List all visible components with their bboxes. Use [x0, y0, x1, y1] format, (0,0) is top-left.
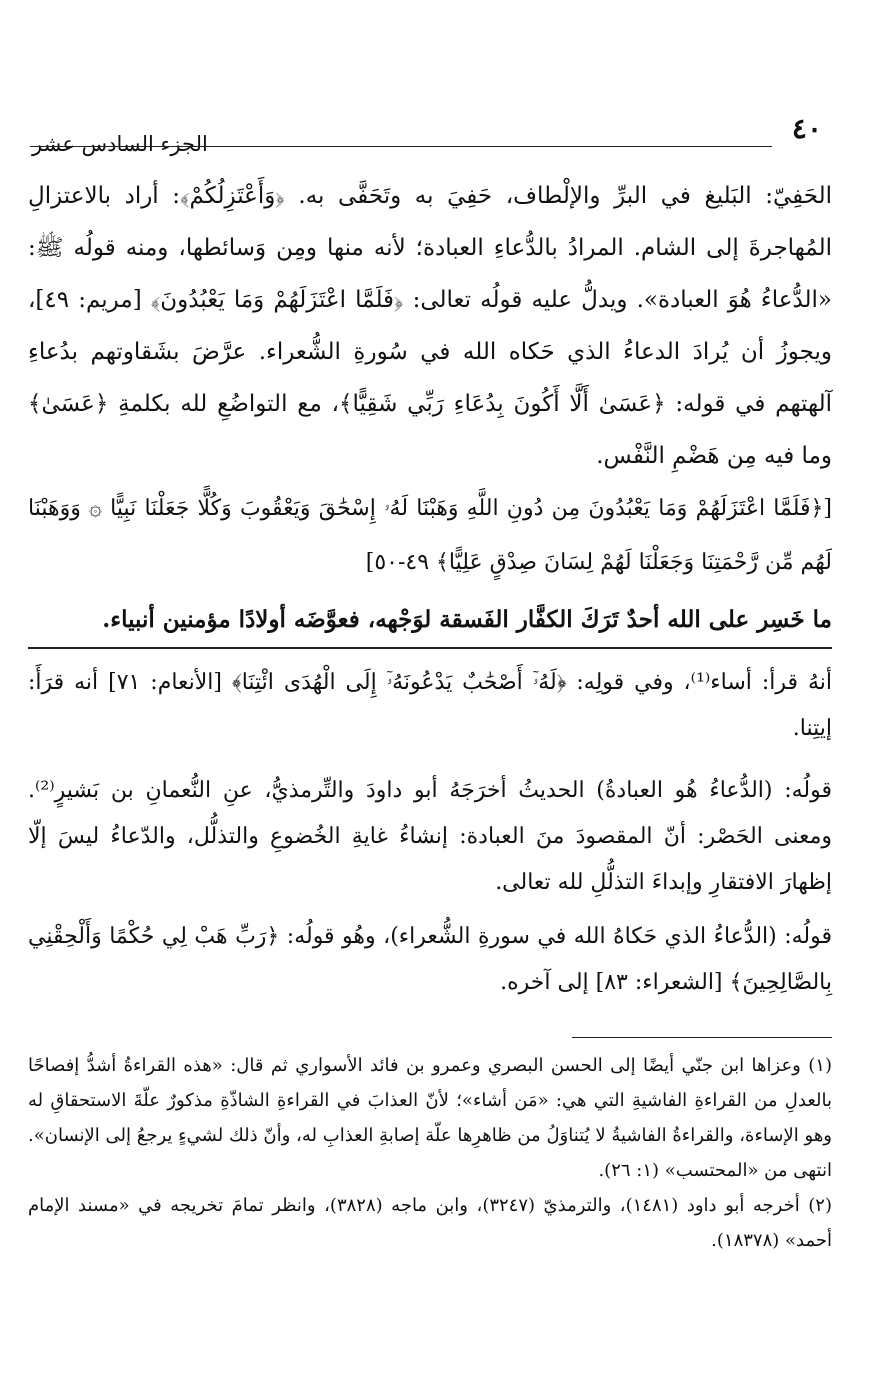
footnote-1: (١) وعزاها ابن جنّي أيضًا إلى الحسن البصري وعمرو بن فائد الأسواري ثم قال: «هذه القراءةُ أشدُّ إفصاحًا بالعدلِ من القراءةِ الفاشيةِ التي هي: «مَن أشاء»؛ لأنّ العذابَ في القراءةِ الشاذّةِ مذكورٌ علّةَ الاستحقاقِ له وهو الإساءة، والقراءةُ الفاشيةُ لا يُتناوَلُ من ظاهرِها علّة إصابةِ العذابِ له، وأنّ ذلك لشيءٍ يرجعُ إلى الإنسان». انتهى من «المحتسب» (١: ٢٦).: [28, 1055, 832, 1181]
quran-verse: [﴿فَلَمَّا اعْتَزَلَهُمْ وَمَا يَعْبُدُونَ مِن دُونِ اللَّهِ وَهَبْنَا لَهُۥ إِسْحَٰقَ وَيَعْقُوبَ وَكُلًّا جَعَلْنَا نَبِيًّا ۞ وَوَهَبْنَا لَهُم مِّن رَّحْمَتِنَا وَجَعَلْنَا لَهُمْ لِسَانَ صِدْقٍ عَلِيًّا﴾ ٤٩-٥٠]: [28, 496, 832, 575]
section-divider: [28, 647, 832, 649]
footnote-2: (٢) أخرجه أبو داود (١٤٨١)، والترمذيّ (٣٢٤٧)، وابن ماجه (٣٨٢٨)، وانظر تمامَ تخريجه في «مسند الإمام أحمد» (١٨٣٧٨).: [28, 1195, 832, 1251]
commentary-paragraph: أنهُ قرأ: أساء⁽¹⁾، وفي قولِه: ﴿لَهُۥٓ أَصْحَٰبٌ يَدْعُونَهُۥٓ إِلَى الْهُدَى ائْتِنَا﴾ [الأنعام: ٧١] أنه قرَأَ: إيتِنا.: [28, 670, 833, 741]
page-header: [30, 112, 830, 156]
page-number: ٤٠: [791, 112, 822, 145]
footnotes: [28, 1048, 832, 1258]
commentary-paragraph: قولُه: (الدُّعاءُ الذي حَكاهُ الله في سورةِ الشُّعراء)، وهُو قولُه: ﴿رَبِّ هَبْ لِي حُكْمًا وَأَلْحِقْنِي بِالصَّالِحِينَ﴾ [الشعراء: ٨٣] إلى آخره.: [28, 924, 832, 995]
lesson-text: ما خَسِر على الله أحدٌ تَرَكَ الكفَّار الفَسقة لوَجْهه، فعوَّضَه أولادًا مؤمنين أنبياء.: [102, 606, 832, 633]
main-text: الحَفِيّ: البَليغ في البرِّ والإلْطاف، حَفِيَ به وتَحَفَّى به. ﴿وَأَعْتَزِلُكُمْ﴾: أراد بالاعتزالِ المُهاجرةَ إلى الشام. المرادُ بالدُّعاءِ العبادة؛ لأنه منها ومِن وَسائطها، ومنه قولُه ﷺ: «الدُّعاءُ هُوَ العبادة». ويدلُّ عليه قولُه تعالى: ﴿فَلَمَّا اعْتَزَلَهُمْ وَمَا يَعْبُدُونَ﴾ [مريم: ٤٩]، ويجوزُ أن يُرادَ الدعاءُ الذي حَكاه الله في سُورةِ الشُّعراء. عرَّضَ بشَقاوتهم بدُعاءِ آلهتهم في قوله: ﴿عَسَىٰ أَلَّا أَكُونَ بِدُعَاءِ رَبِّي شَقِيًّا﴾، مع التواضُعِ لله بكلمةِ ﴿عَسَىٰ﴾ وما فيه مِن هَضْمِ النَّفْس.: [28, 183, 832, 469]
running-title: الجزء السادس عشر: [32, 132, 208, 156]
header-rule: [30, 146, 772, 147]
commentary-paragraph: قولُه: (الدُّعاءُ هُو العبادةُ) الحديثُ أخرَجَهُ أبو داودَ والتِّرمذيُّ، عنِ النُّعمانِ بن بَشيرٍ⁽²⁾. ومعنى الحَصْر: أنّ المقصودَ منَ العبادة: إنشاءُ غايةِ الخُضوعِ والتذلُّل، والدّعاءُ ليسَ إلّا إظهارَ الافتقارِ وإبداءَ التذلُّلِ لله تعالى.: [28, 778, 832, 895]
footnote-rule: [572, 1037, 832, 1038]
